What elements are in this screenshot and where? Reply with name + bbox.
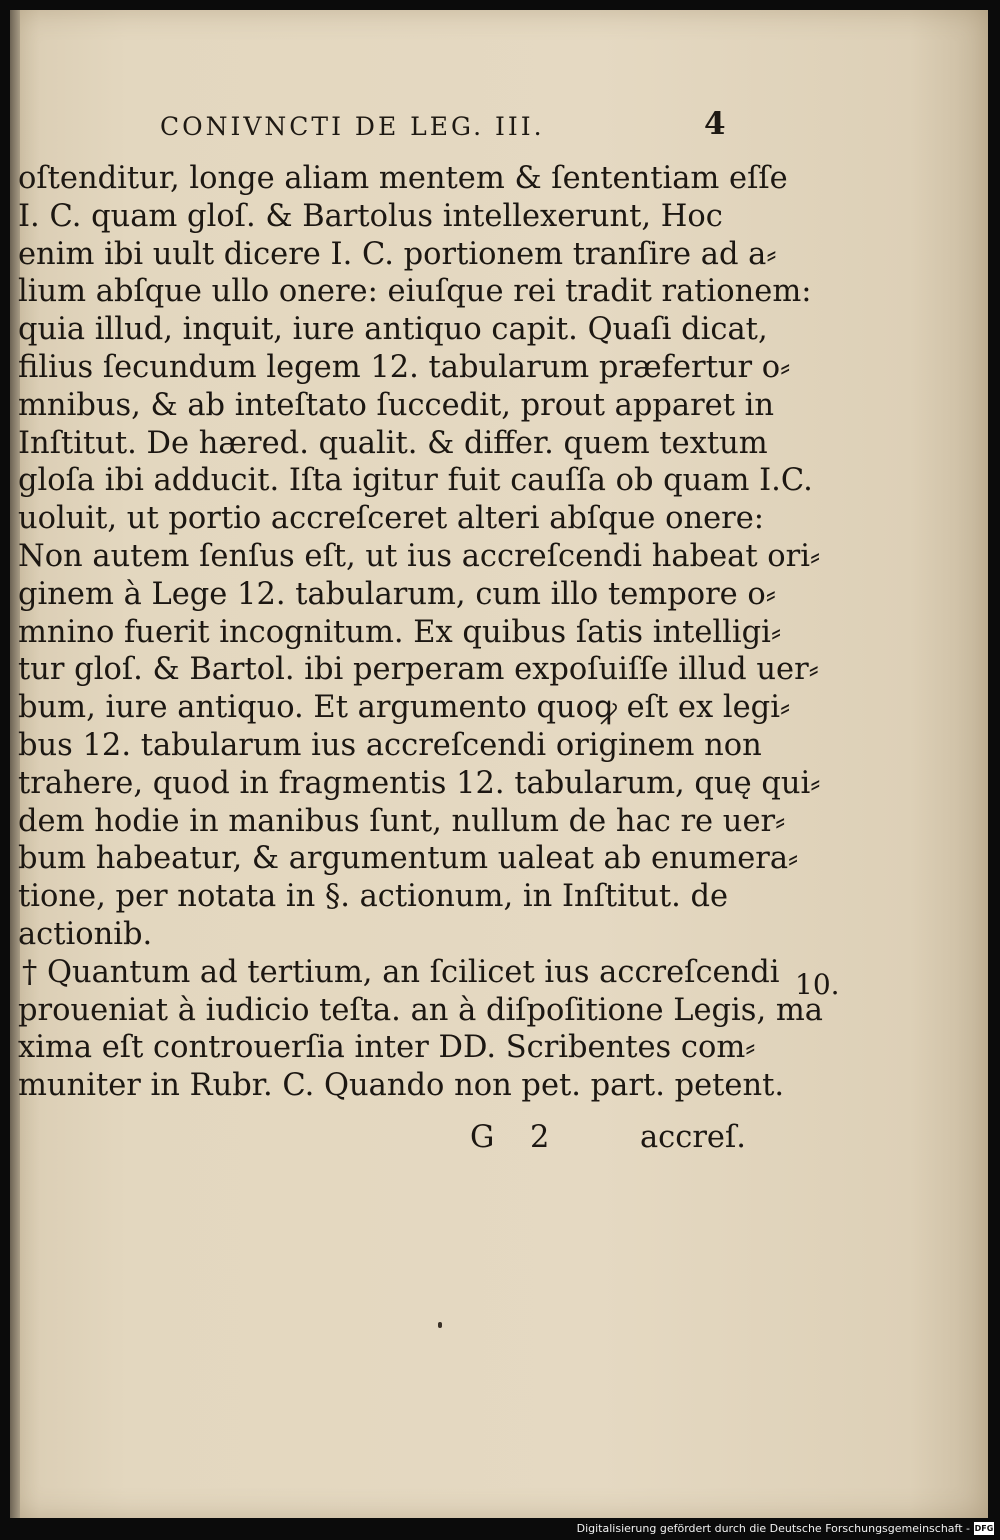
dfg-logo-icon: DFG: [974, 1524, 994, 1533]
text-line: I. C. quam gloſ. & Bartolus intellexerunt, Hoc: [18, 198, 723, 234]
text-line: gloſa ibi adducit. Iſta igitur fuit cauſſa ob quam I.C.: [18, 463, 813, 499]
text-line: quia illud, inquit, iure antiquo capit. Quaſi dicat,: [18, 312, 768, 348]
text-line: ginem à Lege 12. tabularum, cum illo tempore o⸗: [18, 576, 776, 612]
text-line: † Quantum ad tertium, an ſcilicet ius accreſcendi: [22, 954, 780, 990]
text-line: tur gloſ. & Bartol. ibi perperam expoſuiſſe illud uer⸗: [18, 652, 819, 688]
text-line: mnino fuerit incognitum. Ex quibus ſatis intelligi⸗: [18, 614, 782, 650]
running-title: CONIVNCTI DE LEG. III.: [160, 112, 545, 141]
text-line: uoluit, ut portio accreſceret alteri abſque onere:: [18, 501, 765, 537]
signature-number: 2: [530, 1120, 550, 1155]
text-line: enim ibi uult dicere I. C. portionem tranſire ad a⸗: [18, 236, 777, 272]
text-line: filius ſecundum legem 12. tabularum præfertur o⸗: [18, 349, 791, 385]
text-line: mnibus, & ab inteſtato ſuccedit, prout apparet in: [18, 387, 775, 423]
footer-credit: Digitalisierung gefördert durch die Deutsche Forschungsgemeinschaft -: [576, 1522, 970, 1535]
text-line: dem hodie in manibus ſunt, nullum de hac re uer⸗: [18, 803, 786, 839]
text-line: lium abſque ullo onere: eiuſque rei tradit rationem:: [18, 274, 812, 310]
marginal-number: 10.: [795, 968, 840, 1001]
text-line: bus 12. tabularum ius accreſcendi originem non: [18, 727, 762, 763]
text-line: tione, per notata in §. actionum, in Inſtitut. de: [18, 879, 729, 915]
text-line: xima eſt controuerſia inter DD. Scribentes com⸗: [18, 1030, 756, 1066]
text-line: Non autem ſenſus eſt, ut ius accreſcendi habeat ori⸗: [18, 538, 821, 574]
catchword: accreſ.: [640, 1120, 746, 1155]
text-line: bum habeatur, & argumentum ualeat ab enumera⸗: [18, 841, 799, 877]
text-line: oſtenditur, longe aliam mentem & ſententiam eſſe: [18, 161, 788, 196]
page-number: 4: [704, 106, 726, 142]
text-line: Inſtitut. De hæred. qualit. & differ. quem textum: [18, 425, 768, 461]
text-line: trahere, quod in fragmentis 12. tabularum, quę qui⸗: [18, 765, 821, 801]
text-line: bum, iure antiquo. Et argumento quoꝙ eſt ex legi⸗: [18, 690, 791, 726]
ink-speck: [438, 1322, 442, 1328]
text-line: muniter in Rubr. C. Quando non pet. part. petent.: [18, 1068, 785, 1104]
text-line: proueniat à iudicio teſta. an à diſpoſitione Legis, ma: [18, 992, 823, 1028]
text-line: actionib.: [18, 916, 153, 952]
signature-mark: G: [470, 1120, 495, 1155]
